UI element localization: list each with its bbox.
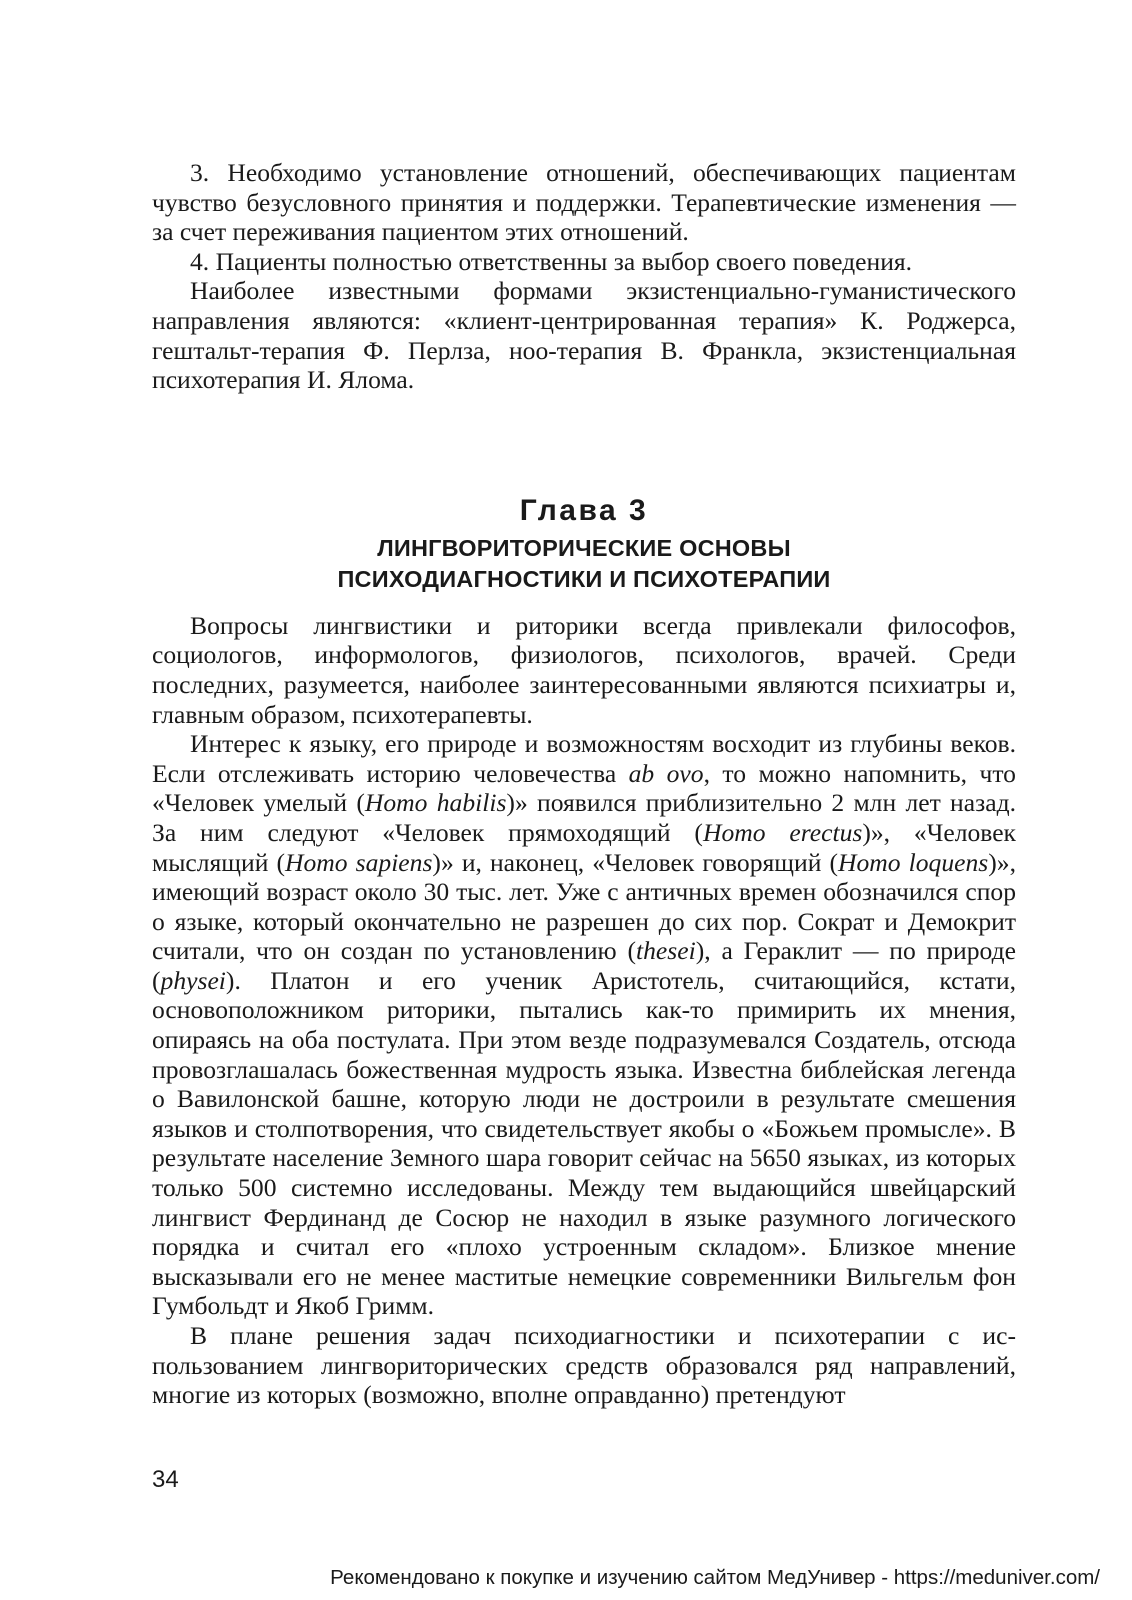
text-run: )», имеющий возраст около 30 тыс. лет. Уже с античных времен обозначился спор о языке, который окончательно не разрешен до сих пор. Сократ и Демокрит считали, что он создан по установлению (: [152, 847, 1016, 966]
chapter-title-line-1: ЛИНГВОРИТОРИЧЕСКИЕ ОСНОВЫ: [377, 534, 791, 561]
chapter-title-line-2: ПСИХОДИАГНОСТИКИ И ПСИХОТЕРАПИИ: [337, 565, 831, 592]
text-run: , то можно напомнить, что «Человек умелый (: [152, 758, 1016, 818]
body-paragraph-1: Вопросы лингвистики и риторики всегда привлекали философов, социологов, информологов, физиологов, психологов, врачей. Среди последних, разумеется, наиболее заинтересованными являются психиатры и, главным образом, психотерапевты.: [152, 610, 1016, 729]
text-run: )», «Человек мыслящий (: [152, 817, 1016, 877]
intro-paragraph-3: Наиболее известными формами экзистенциально-гуманистического направления являются: «клиент-центрированная терапия» К. Роджерса, гештальт-терапия Ф. Перлза, ноо-терапия В. Франкла, экзистенциальная психотерапия И. Ялома.: [152, 276, 1016, 395]
footer-recommendation: Рекомендовано к покупке и изучению сайтом МедУнивер - https://meduniver.com/: [330, 1566, 1100, 1589]
text-run: Интерес к языку, его природе и возможностям восходит из глубины веков. Если отслеживать историю человечества: [152, 729, 1016, 788]
latin-term: Homo habilis: [364, 788, 507, 818]
chapter-title: [152, 533, 1016, 595]
body-paragraph-2: [152, 729, 1016, 1321]
chapter-number: Глава 3: [519, 493, 649, 527]
page-content: [152, 158, 1016, 1410]
page-number: 34: [152, 1466, 179, 1493]
intro-paragraph-2: 4. Пациенты полностью ответственны за выбор своего поведения.: [190, 246, 913, 276]
text-run: ), а Гераклит — по природе (: [152, 936, 1016, 995]
intro-paragraph-1: 3. Необходимо установление отношений, обеспечивающих пациентам чувство безусловного принятия и поддержки. Терапевтические изменения — за счет переживания пациентом этих отношений.: [152, 158, 1016, 247]
latin-term: ab ovo: [628, 758, 704, 788]
latin-term: thesei: [636, 936, 696, 966]
latin-term: Homo sapiens: [285, 847, 433, 877]
chapter-heading: [152, 493, 1016, 595]
body-paragraph-3: В плане решения задач психодиагностики и психотерапии с использованием лингвориторических средств образовался ряд направлений, многие из которых (возможно, вполне оправданно) претендуют: [152, 1321, 1016, 1410]
latin-term: physei: [160, 965, 226, 995]
text-run: ). Платон и его ученик Аристотель, считающийся, кстати, основоположником риторики, пытались как-то примирить их мнения, опираясь на оба постулата. При этом везде подразумевался Создатель, отсюда провозглашалась божественная мудрость языка. Известна библейская легенда о Вавилонской башне, которую люди не достроили в результате смешения языков и столпотворения, что свидетельствует якобы о «Божьем промысле». В результате население Земного шара говорит сейчас на 5650 языках, из которых только 500 системно исследованы. Между тем выдающийся швейцарский лингвист Фердинанд де Сосюр не находил в языке разумного логического порядка и считал его «плохо устроенным складом». Близкое мнение высказывали его не менее маститые немецкие современники Вильгельм фон Гумбольдт и Якоб Гримм.: [152, 965, 1016, 1321]
text-run: )» и, наконец, «Человек говорящий (: [432, 847, 839, 877]
chapter-body: [152, 611, 1016, 1410]
text-run: )» появился приблизительно 2 млн лет назад. За ним следуют «Человек прямоходящий (: [152, 788, 1016, 847]
latin-term: Homo erectus: [702, 817, 863, 847]
latin-term: Homo loquens: [838, 847, 989, 877]
